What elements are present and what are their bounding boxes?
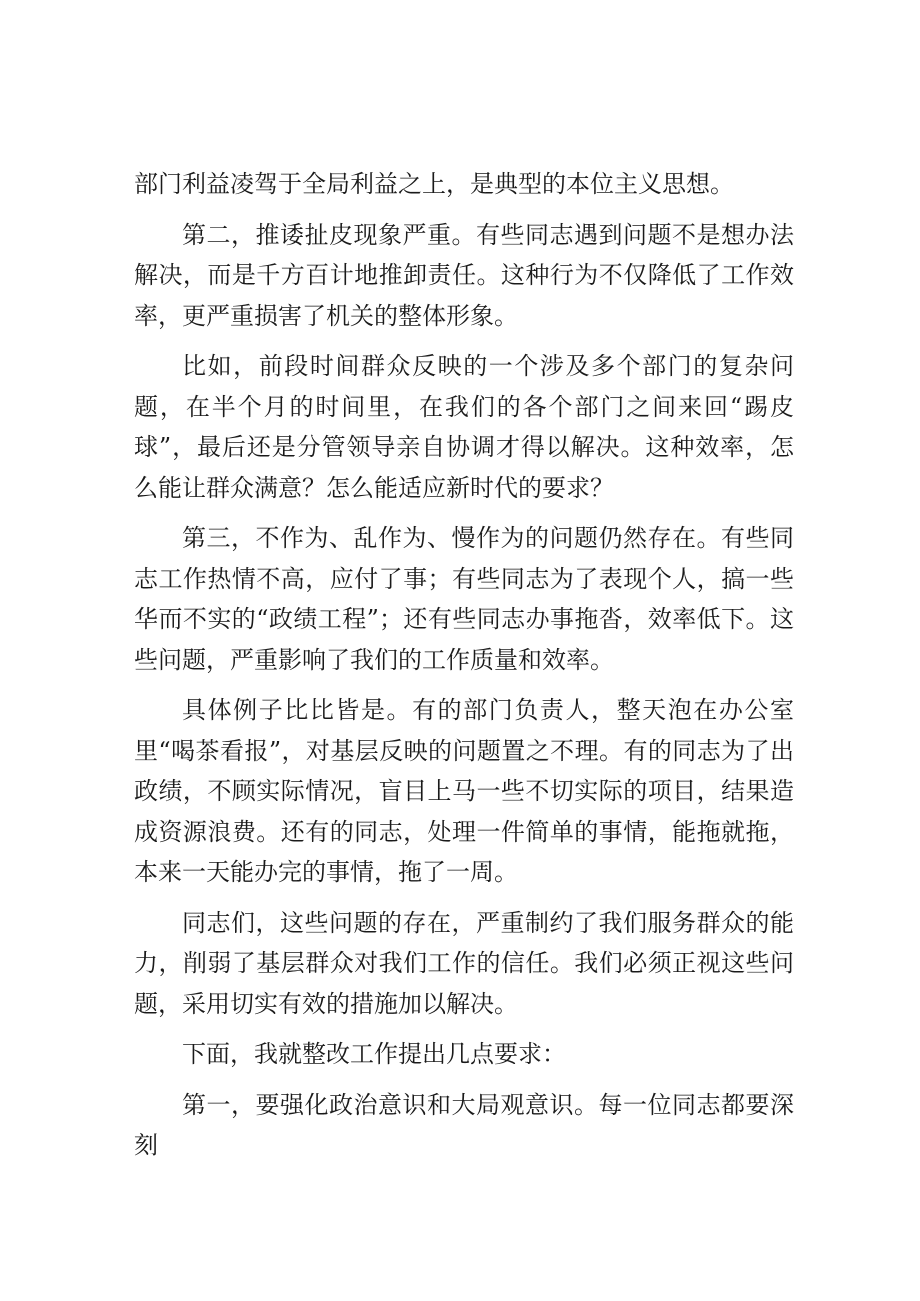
paragraph-3: 比如，前段时间群众反映的一个涉及多个部门的复杂问题，在半个月的时间里，在我们的各个部门之间来回“踢皮球”，最后还是分管领导亲自协调才得以解决。这种效率，怎么能让群众满意？怎么能适应新时代的要求？ — [134, 352, 794, 502]
paragraph-7: 下面，我就整改工作提出几点要求： — [182, 1040, 566, 1068]
paragraph-8: 第一，要强化政治意识和大局观意识。每一位同志都要深刻 — [134, 1090, 794, 1159]
paragraph-2: 第二，推诿扯皮现象严重。有些同志遇到问题不是想办法解决，而是千方百计地推卸责任。这种行为不仅降低了工作效率，更严重损害了机关的整体形象。 — [134, 220, 794, 330]
paragraph-1: 部门利益凌驾于全局利益之上，是典型的本位主义思想。 — [134, 170, 734, 198]
document-body — [134, 164, 794, 1176]
paragraph-4: 第三，不作为、乱作为、慢作为的问题仍然存在。有些同志工作热情不高，应付了事；有些同志为了表现个人，搞一些华而不实的“政绩工程”；还有些同志办事拖沓，效率低下。这些问题，严重影响了我们的工作质量和效率。 — [134, 524, 794, 674]
paragraph-5: 具体例子比比皆是。有的部门负责人，整天泡在办公室里“喝茶看报”，对基层反映的问题置之不理。有的同志为了出政绩，不顾实际情况，盲目上马一些不切实际的项目，结果造成资源浪费。还有的同志，处理一件简单的事情，能拖就拖，本来一天能办完的事情，拖了一周。 — [134, 696, 794, 886]
paragraph-6: 同志们，这些问题的存在，严重制约了我们服务群众的能力，削弱了基层群众对我们工作的信任。我们必须正视这些问题，采用切实有效的措施加以解决。 — [134, 908, 794, 1018]
